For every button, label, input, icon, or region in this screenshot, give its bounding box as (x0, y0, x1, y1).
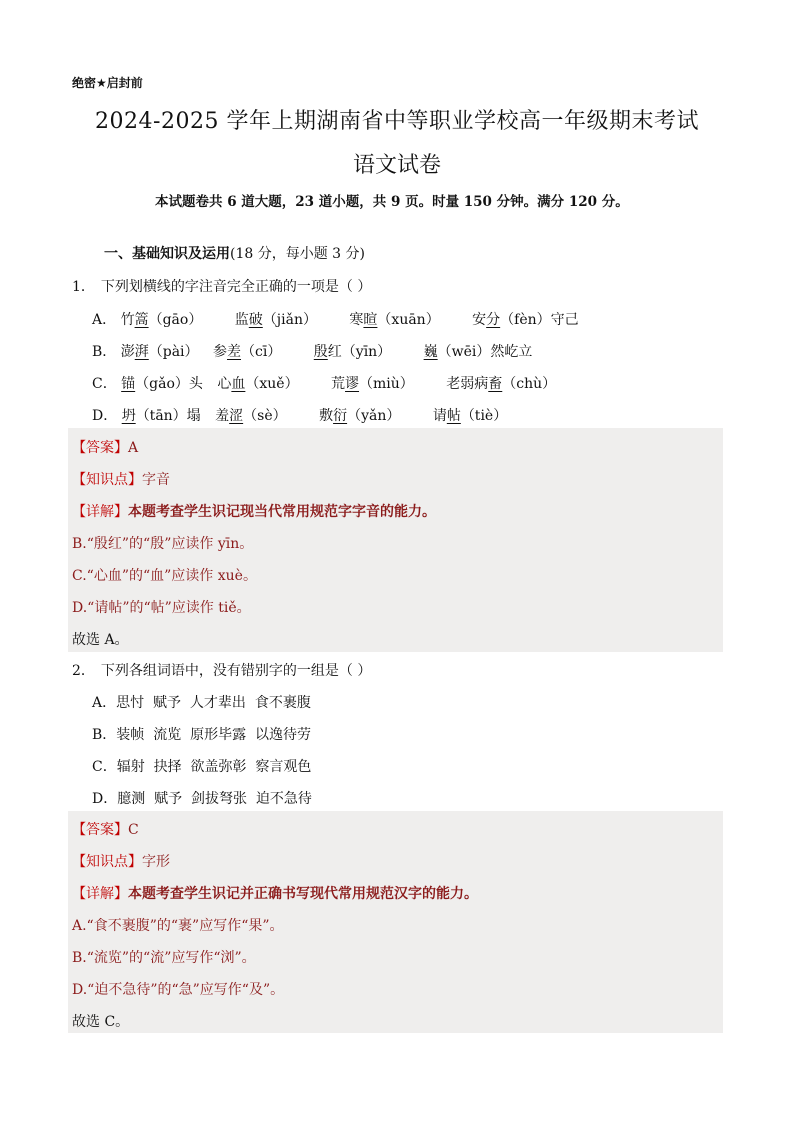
option-text: 思忖 赋予 人才辈出 食不裹腹 (116, 695, 311, 711)
option-label: A． (92, 695, 117, 711)
pinyin: （gāo） (148, 312, 203, 328)
underlined-char: 破 (248, 312, 263, 328)
question-1 (72, 276, 371, 296)
option-text: 臆测 赋予 剑拔弩张 迫不急待 (117, 791, 312, 807)
section-1-score: (18 分，每小题 3 分) (230, 246, 365, 262)
option-text: 装帧 流览 原形毕露 以逸待劳 (116, 727, 311, 743)
word-part: 老弱病 (446, 376, 489, 392)
underlined-char: 畜 (488, 376, 503, 392)
word-part: 参 (213, 344, 227, 360)
q2-knowledge-point (72, 851, 170, 871)
q1-answer (72, 437, 138, 457)
word-part: 寒 (349, 312, 364, 328)
word-part: 监 (234, 312, 249, 328)
knowledge-value: 字音 (142, 472, 170, 488)
underlined-char: 暄 (363, 312, 378, 328)
option-label: C． (92, 376, 117, 392)
question-2 (72, 660, 371, 680)
pinyin: （fèn）守己 (500, 312, 579, 328)
pinyin: （xuě） (245, 376, 299, 392)
pinyin: （cī） (241, 344, 282, 360)
word-part: 安 (472, 312, 487, 328)
underlined-char: 涩 (229, 408, 244, 424)
option-label: D． (92, 791, 118, 807)
q2-option-b (92, 724, 311, 744)
knowledge-tag: 【知识点】 (72, 472, 142, 488)
option-label: B． (92, 344, 117, 360)
word-part: 敷 (319, 408, 334, 424)
section-1-title: 一、基础知识及运用 (104, 246, 230, 262)
exam-title: 2024-2025 学年上期湖南省中等职业学校高一年级期末考试 (95, 109, 699, 134)
pinyin: （miù） (359, 376, 414, 392)
underlined-char: 坍 (121, 408, 136, 424)
option-label: B． (92, 727, 117, 743)
question-2-number: 2． (72, 663, 95, 679)
q1-explanation-line: C.“心血”的“血”应读作 xuè。 (72, 568, 257, 584)
underlined-char: 巍 (423, 344, 438, 360)
answer-value: A (128, 440, 139, 456)
word-part: 羞 (215, 408, 230, 424)
underlined-char: 分 (486, 312, 501, 328)
answer-value: C (128, 822, 139, 838)
underlined-char: 湃 (134, 344, 149, 360)
underlined-char: 帖 (446, 408, 461, 424)
underlined-char: 血 (231, 376, 246, 392)
q1-option-a (92, 309, 579, 329)
q2-answer (72, 819, 139, 839)
option-label: D． (92, 408, 118, 424)
q1-option-d (92, 405, 507, 425)
option-label: A． (92, 312, 117, 328)
q2-detail (72, 883, 478, 903)
detail-tag: 【详解】 (72, 886, 128, 902)
word-part: 澎 (120, 344, 135, 360)
q1-final-answer: 故选 A。 (72, 632, 129, 648)
pinyin: （tiè） (460, 408, 508, 424)
confidential-mark: 绝密★启封前 (72, 76, 143, 90)
q2-explanation-line: B.“流览”的“流”应写作“浏”。 (72, 950, 256, 966)
q1-explanation-line: D.“请帖”的“帖”应读作 tiě。 (72, 600, 251, 616)
pinyin: （xuān） (377, 312, 440, 328)
q1-option-b (92, 341, 532, 361)
q1-option-c (92, 373, 556, 393)
pinyin: （yǎn） (347, 408, 401, 424)
q2-option-d (92, 788, 312, 808)
underlined-char: 锚 (121, 376, 136, 392)
knowledge-value: 字形 (142, 854, 170, 870)
pinyin: （sè） (243, 408, 287, 424)
answer-tag: 【答案】 (72, 440, 128, 456)
answer-tag: 【答案】 (72, 822, 128, 838)
underlined-char: 篙 (134, 312, 149, 328)
q2-final-answer: 故选 C。 (72, 1014, 130, 1030)
q2-explanation-line: A.“食不裹腹”的“裹”应写作“果”。 (72, 918, 284, 934)
section-1-heading (104, 243, 365, 263)
q1-knowledge-point (72, 469, 170, 489)
pinyin: （jiǎn） (262, 312, 317, 328)
detail-text: 本题考查学生识记现当代常用规范字字音的能力。 (128, 504, 436, 520)
word-part: 请 (432, 408, 447, 424)
pinyin: （tān）塌 (135, 408, 201, 424)
q2-option-c (92, 756, 311, 776)
q1-detail (72, 501, 436, 521)
question-1-stem: 下列划横线的字注音完全正确的一项是（ ） (100, 279, 372, 295)
word-part: 竹 (120, 312, 135, 328)
question-1-number: 1． (72, 279, 95, 295)
question-2-stem: 下列各组词语中，没有错别字的一组是（ ） (100, 663, 372, 679)
pinyin: （wēi）然屹立 (437, 344, 533, 360)
exam-info: 本试题卷共 6 道大题，23 道小题，共 9 页。时量 150 分钟。满分 120 分。 (155, 194, 629, 210)
detail-text: 本题考查学生识记并正确书写现代常用规范汉字的能力。 (128, 886, 478, 902)
exam-subject: 语文试卷 (352, 153, 441, 178)
option-label: C． (92, 759, 117, 775)
pinyin: （gǎo）头 (135, 376, 203, 392)
detail-tag: 【详解】 (72, 504, 128, 520)
knowledge-tag: 【知识点】 (72, 854, 142, 870)
q2-option-a (92, 692, 311, 712)
q1-explanation-line: B.“殷红”的“殷”应读作 yīn。 (72, 536, 254, 552)
q2-explanation-line: D.“迫不急待”的“急”应写作“及”。 (72, 982, 285, 998)
pinyin: 红（yīn） (327, 344, 392, 360)
word-part: 荒 (331, 376, 346, 392)
underlined-char: 殷 (313, 344, 328, 360)
underlined-char: 差 (227, 344, 241, 360)
underlined-char: 衍 (333, 408, 348, 424)
option-text: 辐射 抉择 欲盖弥彰 察言观色 (116, 759, 312, 775)
pinyin: （chù） (502, 376, 557, 392)
underlined-char: 谬 (345, 376, 360, 392)
pinyin: （pài） (148, 344, 199, 360)
word-part: 心 (217, 376, 232, 392)
